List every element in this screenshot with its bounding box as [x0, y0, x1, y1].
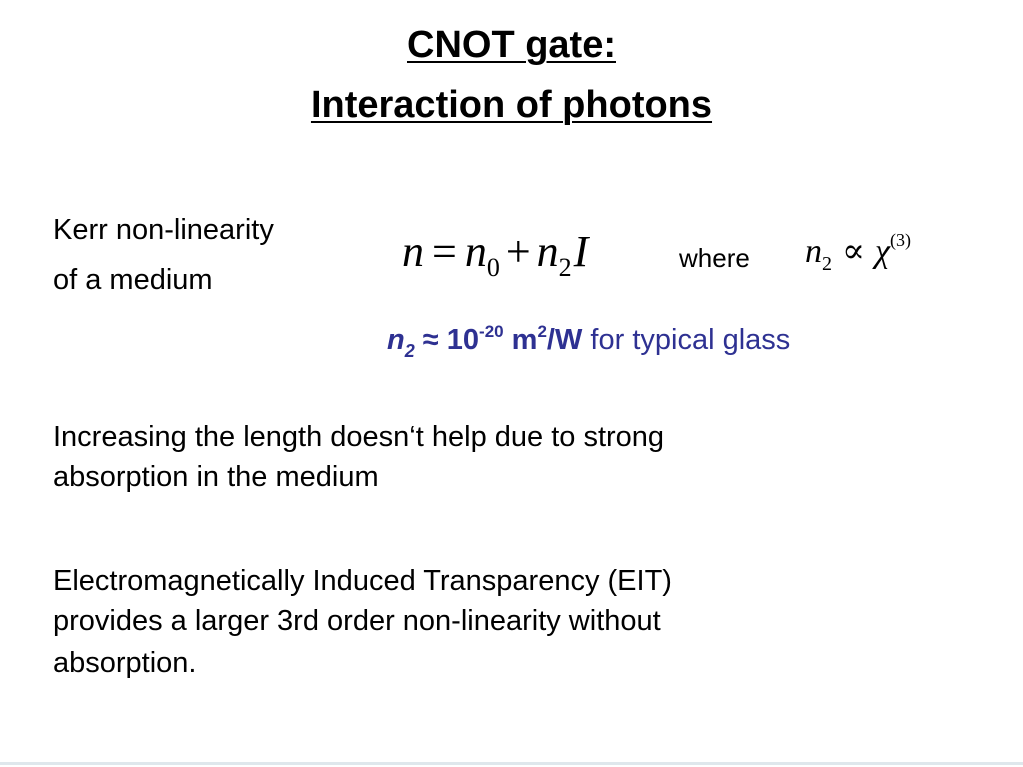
eq-n0: n — [464, 227, 487, 276]
paragraph2-line1: Electromagnetically Induced Transparency (EIT) — [53, 565, 672, 597]
paragraph2-line2: provides a larger 3rd order non-linearity without — [53, 605, 661, 637]
prop-chi-sup: (3) — [889, 230, 911, 250]
eq-plus: + — [505, 227, 531, 276]
eq-intensity: I — [573, 227, 589, 276]
glass-exp: -20 — [479, 322, 504, 341]
paragraph2-line3: absorption. — [53, 647, 197, 679]
eq-n2: n — [536, 227, 559, 276]
eq-equals: = — [432, 227, 457, 276]
eq-n: n — [402, 227, 424, 276]
kerr-label-line2: of a medium — [53, 264, 213, 296]
paragraph1-line2: absorption in the medium — [53, 461, 379, 493]
eq-n2-sub: 2 — [558, 253, 572, 282]
paragraph1-line1: Increasing the length doesn‘t help due to strong — [53, 421, 665, 453]
prop-chi: χ — [875, 233, 890, 270]
glass-unit-rest: /W — [546, 324, 583, 356]
slide-title-line1: CNOT gate: — [407, 24, 616, 66]
glass-unit-exp: 2 — [537, 322, 547, 341]
footer-divider — [0, 762, 1023, 765]
prop-n-sub: 2 — [822, 253, 832, 275]
eq-n0-sub: 0 — [486, 253, 500, 282]
glass-text: for typical glass — [582, 324, 791, 356]
where-label: where — [679, 243, 750, 273]
glass-n-sub: 2 — [404, 341, 415, 361]
propto-symbol: ∝ — [842, 233, 866, 270]
glass-unit-m: m — [503, 324, 538, 356]
kerr-label-line1: Kerr non-linearity — [53, 214, 274, 246]
glass-n: n — [387, 324, 405, 356]
kerr-equation — [402, 222, 588, 288]
glass-value-line — [387, 320, 790, 364]
prop-n: n — [805, 233, 822, 270]
slide-title-line2: Interaction of photons — [310, 84, 713, 126]
glass-approx: ≈ 10 — [414, 324, 480, 356]
proportional-equation — [805, 230, 911, 278]
